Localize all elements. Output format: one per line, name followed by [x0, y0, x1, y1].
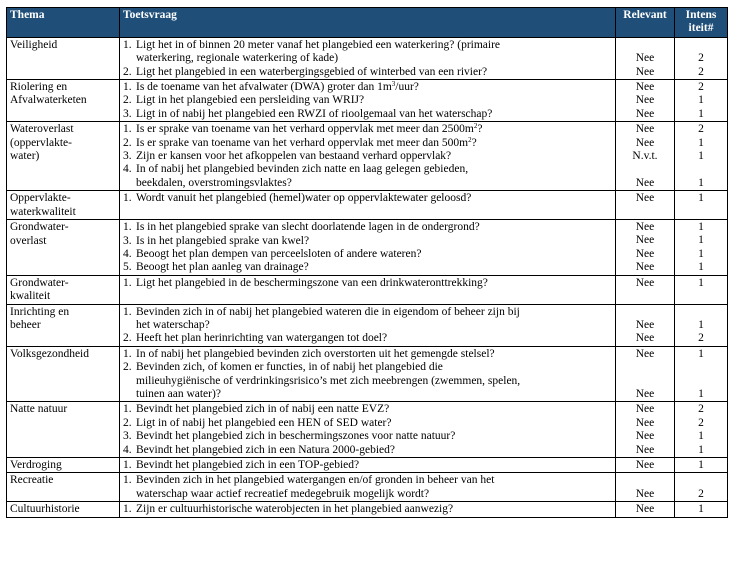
toetsvraag-cell [120, 458, 616, 473]
question-text [136, 348, 612, 361]
thema-cell [7, 191, 120, 220]
question-text-line: Wordt vanuit het plangebied (hemel)water op oppervlaktewater geloosd? [136, 192, 472, 205]
question-text-line: Beoogt het plan dempen van perceelsloten of andere wateren? [136, 247, 422, 260]
table-row [7, 275, 728, 304]
intensity-value: 1 [698, 459, 704, 471]
water-assessment-table [6, 7, 728, 518]
thema-cell [7, 402, 120, 458]
question-text [136, 332, 612, 345]
question-text [136, 192, 612, 205]
question-text [136, 361, 612, 401]
intensity-value: 2 [698, 123, 704, 136]
intensity-value: 1 [698, 430, 704, 443]
relevant-value: Nee [635, 247, 655, 260]
question-number: 1. [123, 503, 132, 516]
relevant-cell [616, 304, 675, 346]
question-item [123, 123, 612, 136]
question-text [136, 459, 612, 472]
question-text-line: Ligt het plangebied in de beschermingszone van een drinkwateronttrekking? [136, 276, 488, 289]
question-text-line: waterkering, regionale waterkering of kade) [136, 52, 339, 65]
relevant-cell [616, 502, 675, 517]
relevant-value: Nee [635, 443, 655, 456]
thema-label-line: Natte natuur [10, 403, 68, 416]
question-text-line: Bevinden zich, of komen er functies, in of nabij het plangebied die [136, 361, 443, 374]
toetsvraag-cell [120, 304, 616, 346]
question-item [123, 235, 612, 248]
intensity-value: 2 [698, 487, 704, 500]
toetsvraag-cell [120, 275, 616, 304]
intensity-value: 1 [698, 318, 704, 331]
table-row [7, 473, 728, 502]
question-item [123, 503, 612, 516]
question-number: 1. [123, 305, 132, 318]
toetsvraag-cell [120, 37, 616, 79]
relevant-cell [616, 458, 675, 473]
question-number: 2. [123, 332, 132, 345]
question-number: 2. [123, 136, 132, 149]
table-row [7, 502, 728, 517]
question-item [123, 163, 612, 190]
question-text-line: Is in het plangebied sprake van slecht doorlatende lagen in de ondergrond? [136, 221, 480, 234]
question-text-line: Heeft het plan herinrichting van watergangen tot doel? [136, 332, 388, 345]
relevant-value: Nee [635, 261, 655, 274]
intensity-value: 1 [698, 443, 704, 456]
toetsvraag-cell [120, 191, 616, 220]
intensity-value: 1 [698, 150, 704, 163]
question-text-line: beekdalen, overstromingsvlaktes? [136, 176, 292, 189]
thema-label-line: Wateroverlast [10, 123, 74, 136]
relevant-value: Nee [635, 416, 655, 429]
question-number: 1. [123, 276, 132, 289]
question-text-line: waterschap waar actief recreatief medegebruik mogelijk wordt? [136, 487, 430, 500]
question-item [123, 137, 612, 150]
question-text [136, 81, 612, 94]
thema-cell [7, 122, 120, 191]
question-text [136, 39, 612, 66]
question-item [123, 94, 612, 107]
intensity-cell [675, 502, 728, 517]
intensity-value: 2 [698, 65, 704, 78]
question-number: 1. [123, 459, 132, 471]
intensity-value: 1 [698, 276, 704, 289]
question-text-line: Ligt het plangebied in een waterbergingsgebied of winterbed van een rivier? [136, 65, 488, 78]
thema-label-line: Verdroging [10, 459, 62, 471]
question-item [123, 261, 612, 274]
question-item [123, 306, 612, 333]
thema-cell [7, 502, 120, 517]
question-text-line: Ligt in het plangebied een persleiding van WRIJ? [136, 94, 365, 107]
toetsvraag-cell [120, 346, 616, 402]
question-number: 4. [123, 247, 132, 260]
question-text-line: Bevindt het plangebied zich in beschermingszones voor natte natuur? [136, 430, 456, 443]
relevant-value: Nee [635, 403, 655, 416]
relevant-value: Nee [635, 318, 655, 331]
intensity-value: 2 [698, 52, 704, 65]
header-intensiteit-line2: iteit# [688, 22, 714, 35]
question-item [123, 39, 612, 66]
intensity-cell [675, 458, 728, 473]
question-item [123, 221, 612, 234]
question-number: 5. [123, 261, 132, 274]
relevant-cell [616, 37, 675, 79]
question-text-line: Bevindt het plangebied zich in een TOP-gebied? [136, 459, 360, 471]
thema-label-line: Cultuurhistorie [10, 503, 80, 516]
question-text [136, 66, 612, 79]
table-row [7, 122, 728, 191]
relevant-value: Nee [635, 459, 655, 471]
intensity-value: 2 [698, 332, 704, 345]
thema-cell [7, 346, 120, 402]
question-item [123, 417, 612, 430]
question-text-line: Is er sprake van toename van het verhard oppervlak met meer dan $2500m^2$? [136, 122, 483, 136]
question-text [136, 108, 612, 121]
question-item [123, 277, 612, 290]
relevant-cell [616, 402, 675, 458]
question-text [136, 163, 612, 190]
intensity-value: 2 [698, 416, 704, 429]
thema-cell [7, 304, 120, 346]
thema-label-line: overlast [10, 234, 47, 247]
question-number: 1. [123, 403, 132, 416]
relevant-value: Nee [635, 192, 655, 205]
thema-label-line: (oppervlakte- [10, 136, 72, 149]
question-text [136, 417, 612, 430]
relevant-value: Nee [635, 487, 655, 500]
thema-label-line: Afvalwaterketen [10, 94, 87, 107]
intensity-cell [675, 346, 728, 402]
question-item [123, 403, 612, 416]
question-text [136, 403, 612, 416]
thema-label-line: waterkwaliteit [10, 205, 76, 218]
question-text-line: Is in het plangebied sprake van kwel? [136, 234, 310, 247]
relevant-value: Nee [635, 123, 655, 136]
intensity-cell [675, 402, 728, 458]
relevant-value: Nee [635, 65, 655, 78]
relevant-cell [616, 346, 675, 402]
intensity-cell [675, 122, 728, 191]
relevant-value: Nee [635, 94, 655, 107]
question-item [123, 81, 612, 94]
table-row [7, 304, 728, 346]
question-item [123, 108, 612, 121]
table-row [7, 402, 728, 458]
question-number: 3. [123, 430, 132, 443]
thema-cell [7, 473, 120, 502]
thema-label-line: Riolering en [10, 81, 68, 94]
question-text-line: Bevindt het plangebied zich in een Natura 2000-gebied? [136, 443, 395, 456]
intensity-value: 1 [698, 387, 704, 400]
question-text-line: tuinen aan water)? [136, 387, 221, 400]
intensity-value: 1 [698, 107, 704, 120]
relevant-value: Nee [635, 234, 655, 247]
relevant-value: Nee [635, 347, 655, 360]
question-text [136, 444, 612, 457]
thema-label-line: water) [10, 150, 40, 163]
thema-cell [7, 275, 120, 304]
intensity-cell [675, 473, 728, 502]
question-text-line: Is er sprake van toename van het verhard oppervlak met meer dan $500m^2$? [136, 135, 477, 149]
question-item [123, 361, 612, 401]
question-item [123, 332, 612, 345]
relevant-value: Nee [635, 81, 655, 94]
toetsvraag-cell [120, 220, 616, 276]
header-relevant: Relevant [616, 8, 675, 38]
question-number: 2. [123, 94, 132, 107]
question-text [136, 277, 612, 290]
question-item [123, 150, 612, 163]
intensity-cell [675, 191, 728, 220]
relevant-value: Nee [635, 503, 655, 516]
question-item [123, 348, 612, 361]
relevant-value: Nee [635, 52, 655, 65]
question-number: 2. [123, 361, 132, 374]
intensity-cell [675, 220, 728, 276]
relevant-cell [616, 473, 675, 502]
relevant-value: Nee [635, 107, 655, 120]
question-number: 1. [123, 192, 132, 205]
question-text [136, 150, 612, 163]
thema-label-line: beheer [10, 318, 41, 331]
thema-cell [7, 37, 120, 79]
toetsvraag-cell [120, 122, 616, 191]
table-row [7, 220, 728, 276]
relevant-value: N.v.t. [632, 150, 658, 163]
table-row [7, 80, 728, 122]
question-text-line: Zijn er cultuurhistorische waterobjecten in het plangebied aanwezig? [136, 503, 454, 516]
header-intensiteit [675, 8, 728, 38]
thema-label-line: Grondwater- [10, 276, 69, 289]
question-number: 1. [123, 474, 132, 487]
question-number: 1. [123, 123, 132, 136]
intensity-cell [675, 304, 728, 346]
relevant-cell [616, 191, 675, 220]
intensity-value: 1 [698, 221, 704, 234]
question-text-line: het waterschap? [136, 318, 210, 331]
intensity-value: 1 [698, 136, 704, 149]
intensity-value: 1 [698, 94, 704, 107]
question-text [136, 474, 612, 501]
question-item [123, 66, 612, 79]
thema-cell [7, 458, 120, 473]
thema-label-line: Oppervlakte- [10, 192, 71, 205]
intensity-value: 1 [698, 347, 704, 360]
thema-label-line: Veiligheid [10, 38, 58, 51]
table-row [7, 458, 728, 473]
thema-cell [7, 80, 120, 122]
question-number: 2. [123, 65, 132, 78]
question-text [136, 94, 612, 107]
intensity-value: 1 [698, 261, 704, 274]
question-number: 1. [123, 221, 132, 234]
relevant-cell [616, 122, 675, 191]
question-text [136, 503, 612, 516]
relevant-cell [616, 220, 675, 276]
header-row [7, 8, 728, 38]
relevant-value: Nee [635, 430, 655, 443]
intensity-cell [675, 37, 728, 79]
toetsvraag-cell [120, 473, 616, 502]
thema-label-line: kwaliteit [10, 290, 51, 303]
thema-label-line: Inrichting en [10, 305, 70, 318]
header-intensiteit-line1: Intens [685, 9, 717, 21]
relevant-value: Nee [635, 176, 655, 189]
toetsvraag-cell [120, 80, 616, 122]
table-row [7, 346, 728, 402]
intensity-cell [675, 275, 728, 304]
relevant-value: Nee [635, 332, 655, 345]
intensity-value: 1 [698, 247, 704, 260]
relevant-value: Nee [635, 387, 655, 400]
question-text-line: Ligt in of nabij het plangebied een HEN of SED water? [136, 416, 392, 429]
header-thema: Thema [7, 8, 120, 38]
question-text-line: Bevinden zich in of nabij het plangebied wateren die in eigendom of beheer zijn bij [136, 305, 520, 318]
question-text-line: Ligt het in of binnen 20 meter vanaf het plangebied een waterkering? (primaire [136, 38, 501, 51]
intensity-value: 1 [698, 192, 704, 205]
question-text [136, 235, 612, 248]
question-text [136, 306, 612, 333]
question-text-line: Zijn er kansen voor het afkoppelen van bestaand verhard oppervlak? [136, 150, 452, 163]
question-text [136, 123, 612, 136]
relevant-value: Nee [635, 221, 655, 234]
question-item [123, 248, 612, 261]
intensity-value: 1 [698, 503, 704, 516]
question-text-line: Is de toename van het afvalwater (DWA) groter dan $1m^3$/uur? [136, 80, 419, 94]
question-text-line: milieuhygiënische of verdrinkingsrisico’s met zich meebrengen (zwemmen, spelen, [136, 374, 521, 387]
intensity-value: 1 [698, 234, 704, 247]
question-item [123, 444, 612, 457]
thema-label-line: Recreatie [10, 474, 54, 487]
relevant-cell [616, 80, 675, 122]
intensity-value: 1 [698, 176, 704, 189]
question-text [136, 430, 612, 443]
question-text-line: Bevindt het plangebied zich in of nabij een natte EVZ? [136, 403, 390, 416]
question-number: 3. [123, 107, 132, 120]
question-text-line: Beoogt het plan aanleg van drainage? [136, 261, 309, 274]
intensity-cell [675, 80, 728, 122]
question-number: 1. [123, 347, 132, 360]
question-item [123, 459, 612, 472]
question-text [136, 248, 612, 261]
question-number: 3. [123, 234, 132, 247]
relevant-value: Nee [635, 276, 655, 289]
question-number: 4. [123, 443, 132, 456]
question-text [136, 137, 612, 150]
question-number: 1. [123, 38, 132, 51]
question-text [136, 261, 612, 274]
relevant-cell [616, 275, 675, 304]
thema-label-line: Grondwater- [10, 221, 69, 234]
question-text-line: Ligt in of nabij het plangebied een RWZI of rioolgemaal van het waterschap? [136, 107, 493, 120]
intensity-value: 2 [698, 403, 704, 416]
question-number: 2. [123, 416, 132, 429]
question-number: 4. [123, 163, 132, 176]
header-toetsvraag: Toetsvraag [120, 8, 616, 38]
question-item [123, 474, 612, 501]
question-text-line: Bevinden zich in het plangebied watergangen en/of gronden in beheer van het [136, 474, 495, 487]
thema-label-line: Volksgezondheid [10, 347, 90, 360]
intensity-value: 2 [698, 81, 704, 94]
toetsvraag-cell [120, 502, 616, 517]
question-item [123, 192, 612, 205]
question-text-line: In of nabij het plangebied bevinden zich natte en laag gelegen gebieden, [136, 163, 469, 176]
relevant-value: Nee [635, 136, 655, 149]
thema-cell [7, 220, 120, 276]
table-row [7, 191, 728, 220]
toetsvraag-cell [120, 402, 616, 458]
question-number: 1. [123, 81, 132, 94]
question-text-line: In of nabij het plangebied bevinden zich overstorten uit het gemengde stelsel? [136, 347, 495, 360]
question-text [136, 221, 612, 234]
table-row [7, 37, 728, 79]
question-number: 3. [123, 150, 132, 163]
table-body [7, 37, 728, 517]
question-item [123, 430, 612, 443]
